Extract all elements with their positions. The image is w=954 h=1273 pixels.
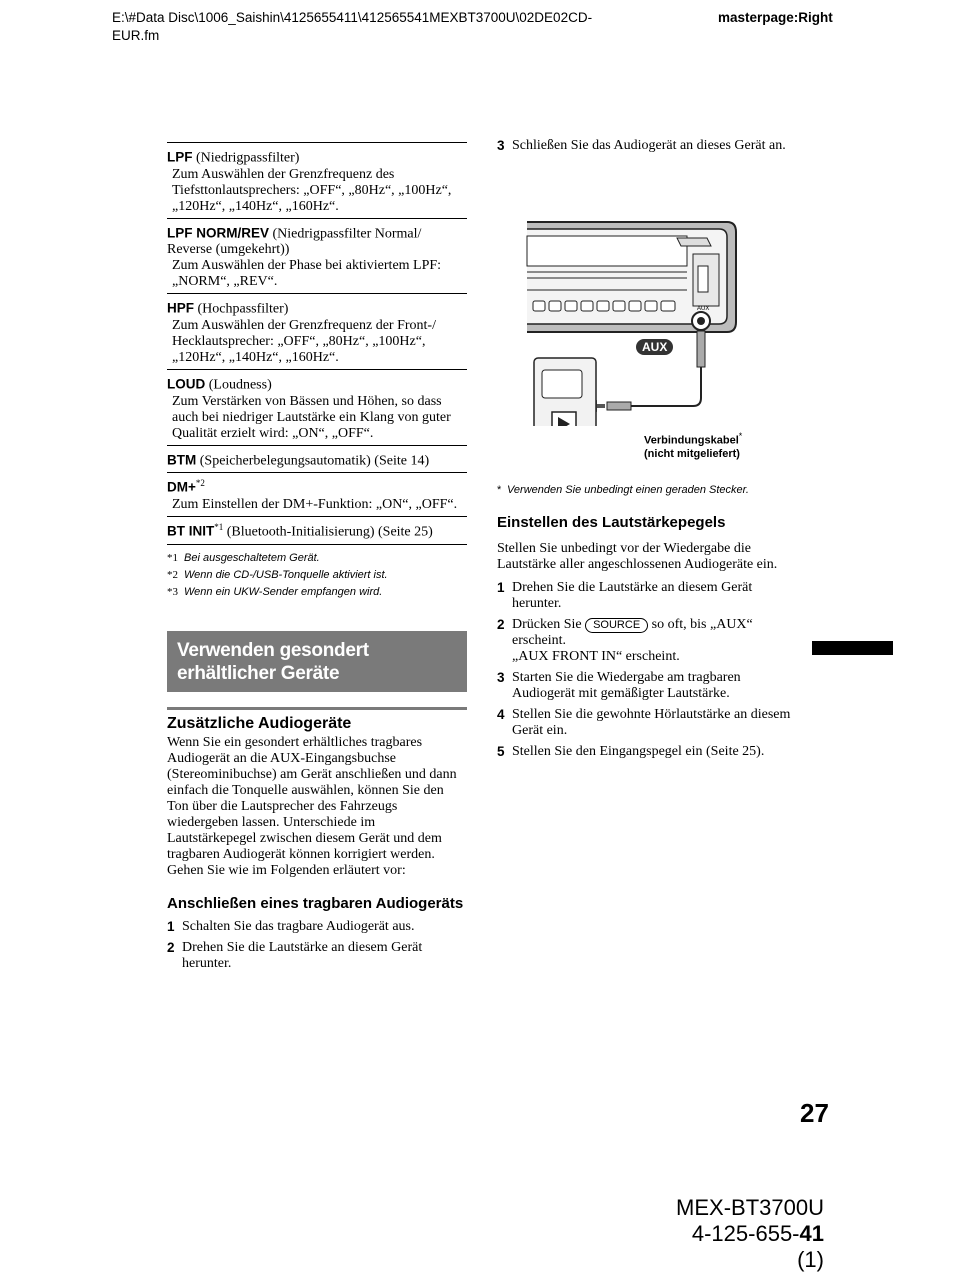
aux-badge: AUX [636,339,673,355]
model-name: MEX-BT3700U [676,1195,824,1220]
menu-term [167,142,467,218]
pegel-heading: Einstellen des Lautstärkepegels [497,514,726,531]
menu-term-name: LPF NORM/REV [167,225,270,241]
anschluss-steps-cont [497,138,797,154]
pegel-intro: Stellen Sie unbedingt vor der Wiedergabe die Lautstärke aller angeschlossenen Audiogeräte ein. [497,541,778,572]
menu-term [167,293,467,369]
connection-diagram [497,166,797,460]
menu-term-sup: *1 [214,521,224,532]
pegel-steps [497,580,797,760]
menu-term-name: LOUD [167,376,206,392]
masterpage-label: masterpage:Right [718,10,833,25]
anschluss-steps [167,919,467,972]
source-button-label: SOURCE [585,618,648,633]
menu-term-name: BTM [167,452,197,468]
footnote-text: Bei ausgeschaltetem Gerät. [184,551,320,564]
menu-term-desc: Zum Einstellen der DM+-Funktion: „ON“, „OFF“. [172,496,458,512]
menu-term-name: LPF [167,149,193,165]
menu-term-name: DM+ [167,479,196,495]
menu-term-desc: Zum Auswählen der Grenzfrequenz der Front-/ Hecklautsprecher: „OFF“, „80Hz“, „100Hz“, „120Hz“, „140Hz“, „160Hz“. [172,317,436,365]
pegel-step-5: 5 Stellen Sie den Eingangspegel ein (Seite 25). [497,744,765,759]
zusatz-body: Wenn Sie ein gesondert erhältliches tragbares Audiogerät an die AUX-Eingangsbuchse (Stereominibuchse) am Gerät anschließen und dann einfach die Tonquelle auswählen, können Sie den Ton über die Lautsprecher des Fahrzeugs wiedergeben lassen. Unterschiede im Lautstärkepegel zwischen diesem Gerät und dem tragbaren Audiogerät können korrigiert werden. Gehen Sie wie im Folgenden erläutert vor: [167,734,457,878]
pegel-step-4: 4 Stellen Sie die gewohnte Hörlautstärke an diesem Gerät ein. [497,707,791,738]
footnote-mark: *2 [167,568,178,581]
file-path-header: E:\#Data Disc\1006_Saishin\4125655411\412565541MEXBT3700U\02DE02CD-EUR.fm [112,10,593,43]
menu-term-desc: Zum Auswählen der Phase bei aktiviertem LPF: „NORM“, „REV“. [172,258,442,290]
menu-term [167,516,467,545]
menu-term-name: BT INIT [167,523,215,539]
menu-term [167,445,467,473]
footnote-text: Wenn die CD-/USB-Tonquelle aktiviert ist. [184,568,388,581]
section-title-line2: erhältlicher Geräte [177,662,340,684]
menu-term-name: HPF [167,300,194,316]
menu-term-table [167,142,467,545]
footnote-list [167,551,467,600]
portable-device-screen [542,370,582,398]
car-unit-display [527,236,687,266]
anschluss-step-3: 3 Schließen Sie das Audiogerät an dieses Gerät an. [497,138,786,153]
model-number-block [664,1195,824,1273]
menu-term-desc: Zum Auswählen der Grenzfrequenz des Tiefsttonlautsprechers: „OFF“, „80Hz“, „100Hz“, „120Hz“, „140Hz“, „160Hz“. [172,166,452,214]
footnote [167,568,467,583]
menu-term-paren: (Bluetooth-Initialisierung) (Seite 25) [223,524,433,540]
device-plug [607,402,631,410]
menu-term [167,218,467,294]
menu-term-paren: (Loudness) [205,377,272,393]
left-column [167,142,467,977]
anschluss-step-1: 1 Schalten Sie das tragbare Audiogerät aus. [167,918,415,934]
car-unit-aux-text: AUX [697,306,710,312]
chapter-tab-marker [812,641,893,655]
car-unit-buttons [533,301,675,311]
footnote-text: Wenn ein UKW-Sender empfangen wird. [184,585,383,598]
right-column [497,138,797,765]
footnote [167,551,467,566]
pegel-step-3: 3 Starten Sie die Wiedergabe am tragbaren Audiogerät mit gemäßigter Lautstärke. [497,670,741,701]
aux-plug [697,331,705,367]
section-divider [167,707,467,710]
diagram-footnote: * Verwenden Sie unbedingt einen geraden Stecker. [497,484,749,496]
pegel-step-1: 1 Drehen Sie die Lautstärke an diesem Gerät herunter. [497,580,753,611]
menu-term-paren: (Speicherbelegungsautomatik) (Seite 14) [196,453,430,469]
menu-term [167,472,467,516]
menu-term-sup: *2 [195,478,205,489]
anschluss-step-2: 2 Drehen Sie die Lautstärke an diesem Gerät herunter. [167,939,423,971]
connection-illustration [497,166,797,426]
model-code: 4-125-655-41 (1) [691,1221,824,1272]
menu-term [167,369,467,445]
menu-term-paren: (Niedrigpassfilter) [192,150,300,166]
menu-term-desc: Zum Verstärken von Bässen und Höhen, so dass auch bei niedriger Lautstärke ein Klang von guter Qualität erzielt wird: „ON“, „OFF“. [172,393,451,441]
section-title-line1: Verwenden gesondert [177,639,369,661]
connection-cable [629,367,701,406]
zusatz-heading: Zusätzliche Audiogeräte [167,714,352,732]
footnote-mark: *3 [167,585,178,598]
pegel-step-2: 2 Drücken Sie SOURCE so oft, bis „AUX“ erscheint. „AUX FRONT IN“ erscheint. [497,617,753,664]
car-unit-eject [677,238,711,246]
section-title-box [167,631,467,692]
anschluss-heading: Anschließen eines tragbaren Audiogeräts [167,894,464,912]
menu-term-paren: (Niedrigpassfilter Normal/ Reverse (umgekehrt)) [167,226,422,258]
menu-term-paren: (Hochpassfilter) [194,301,289,317]
cable-label: Verbindungskabel* (nicht mitgeliefert) [644,431,743,460]
page-number: 27 [800,1098,829,1128]
footnote-mark: *1 [167,551,178,564]
footnote [167,585,467,600]
